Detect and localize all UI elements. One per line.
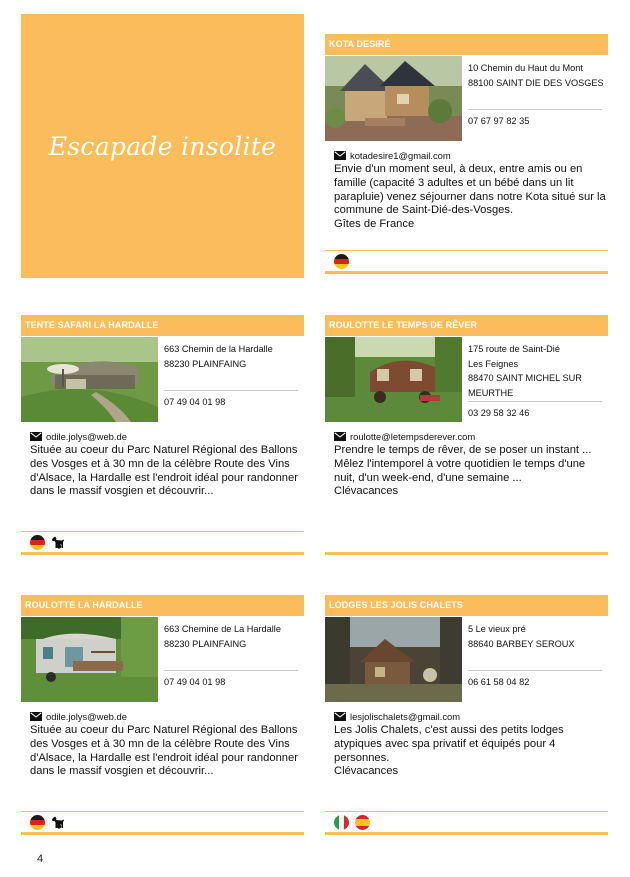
card-footer <box>21 531 304 555</box>
email-link[interactable]: odile.jolys@web.de <box>46 710 127 722</box>
listing-description: Prendre le temps de rêver, de se poser un instant ... Mêlez l'intemporel à votre quotidien le temps d'une nuit, d'un week-end, d'une semaine ... <box>334 444 592 484</box>
divider <box>468 670 602 671</box>
address-line: Les Feignes <box>468 358 519 369</box>
listing-photo <box>325 337 462 422</box>
mail-icon <box>334 151 346 160</box>
listing-label: Clévacances <box>334 765 399 778</box>
flag-spain-icon <box>355 815 370 830</box>
listing-card-tente-safari <box>21 315 304 499</box>
email-link[interactable]: roulotte@letempsderever.com <box>350 430 476 442</box>
phone-number[interactable]: 06 61 58 04 82 <box>468 677 530 687</box>
email-link[interactable]: odile.jolys@web.de <box>46 430 127 442</box>
flag-germany-icon <box>334 254 349 269</box>
listing-card-kota-desire <box>325 34 608 232</box>
listing-photo <box>21 617 158 702</box>
listing-title: KOTA DESIRÉ <box>325 34 608 55</box>
phone-number[interactable]: 03 29 58 32 46 <box>468 408 530 418</box>
hero-title: Escapade insolite <box>48 131 277 161</box>
mail-icon <box>334 432 346 441</box>
listing-title: TENTE SAFARI LA HARDALLE <box>21 315 304 336</box>
divider <box>468 401 602 402</box>
pets-allowed-icon <box>51 816 65 829</box>
listing-title: LODGES LES JOLIS CHALETS <box>325 595 608 616</box>
listing-photo <box>21 337 158 422</box>
phone-number[interactable]: 07 49 04 01 98 <box>164 397 226 407</box>
card-footer <box>21 811 304 835</box>
mail-icon <box>30 432 42 441</box>
address-line: 88230 PLAINFAING <box>164 638 247 649</box>
listing-photo <box>325 56 462 141</box>
card-footer <box>325 250 608 274</box>
mail-icon <box>334 712 346 721</box>
listing-card-roulotte-la-hardalle <box>21 595 304 779</box>
divider <box>164 670 298 671</box>
phone-number[interactable]: 07 67 97 82 35 <box>468 116 530 126</box>
card-footer <box>325 811 608 835</box>
address-line: 10 Chemin du Haut du Mont <box>468 63 583 73</box>
address-line: 88470 SAINT MICHEL SUR MEURTHE <box>468 373 582 398</box>
divider <box>468 109 602 110</box>
email-link[interactable]: kotadesire1@gmail.com <box>350 149 451 161</box>
listing-description: Située au coeur du Parc Naturel Régional des Ballons des Vosges et à 30 mn de la célèbre Route des Vins d'Alsace, la Hardalle est l'endroit idéal pour randonner dans le massif vosgien et découvrir... <box>30 724 298 778</box>
flag-italy-icon <box>334 815 349 830</box>
listing-title: ROULOTTE LA HARDALLE <box>21 595 304 616</box>
flag-germany-icon <box>30 535 45 550</box>
listing-label: Gîtes de France <box>334 218 415 231</box>
listing-card-lodges-jolis-chalets <box>325 595 608 779</box>
card-footer <box>325 552 608 555</box>
address-line: 5 Le vieux pré <box>468 624 526 634</box>
address-line: 88640 BARBEY SEROUX <box>468 638 575 649</box>
email-link[interactable]: lesjolischalets@gmail.com <box>350 710 461 722</box>
divider <box>164 390 298 391</box>
hero-banner <box>21 14 304 278</box>
address-line: 88230 PLAINFAING <box>164 358 247 369</box>
address-line: 663 Chemine de La Hardalle <box>164 624 281 634</box>
page-number: 4 <box>37 853 44 865</box>
listing-label: Clévacances <box>334 485 399 498</box>
pets-allowed-icon <box>51 536 65 549</box>
listing-description: Les Jolis Chalets, c'est aussi des petits lodges atypiques avec spa privatif et équipés pour 4 personnes. <box>334 724 564 764</box>
flag-germany-icon <box>30 815 45 830</box>
mail-icon <box>30 712 42 721</box>
listing-photo <box>325 617 462 702</box>
listing-title: ROULOTTE LE TEMPS DE RÊVER <box>325 315 608 336</box>
address-line: 663 Chemin de la Hardalle <box>164 344 273 354</box>
listing-description: Envie d'un moment seul, à deux, entre amis ou en famille (capacité 3 adultes et un bébé dans un lit parapluie) venez séjourner dans notre Kota situé sur la commune de Saint-Dié-des-Vosges. <box>334 163 606 217</box>
phone-number[interactable]: 07 49 04 01 98 <box>164 677 226 687</box>
address-line: 88100 SAINT DIE DES VOSGES <box>468 77 604 88</box>
listing-description: Située au coeur du Parc Naturel Régional des Ballons des Vosges et à 30 mn de la célèbre Route des Vins d'Alsace, la Hardalle est l'endroit idéal pour randonner dans le massif vosgien et découvrir... <box>30 444 298 498</box>
listing-card-roulotte-temps-de-rever <box>325 315 608 499</box>
address-line: 175 route de Saint-Dié <box>468 344 560 354</box>
